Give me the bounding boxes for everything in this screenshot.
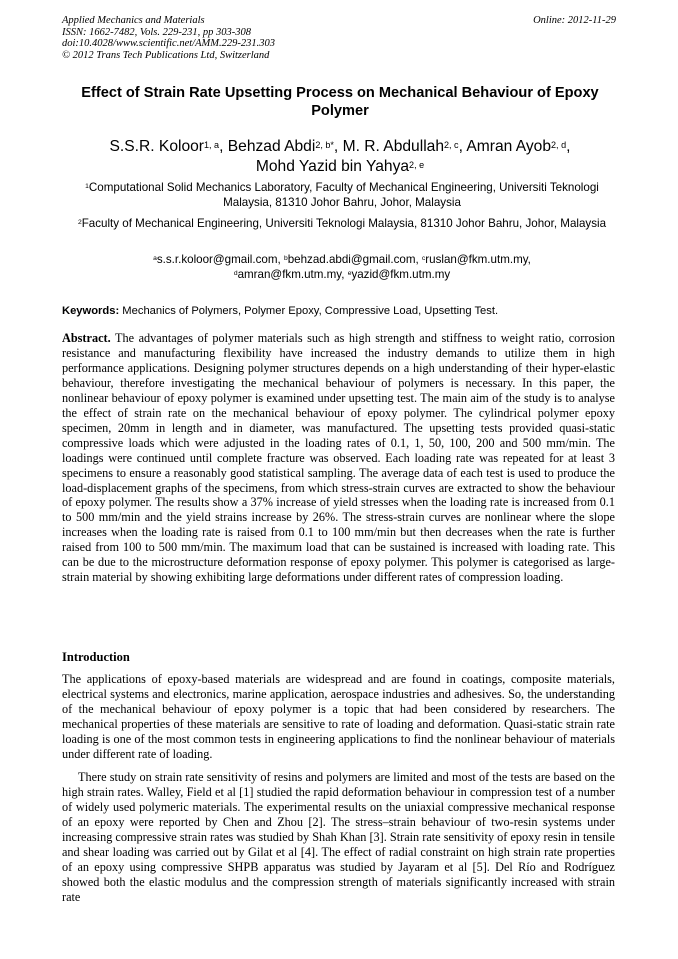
author-affil-sup: 2, b*	[315, 140, 334, 151]
keywords-text: Mechanics of Polymers, Polymer Epoxy, Compressive Load, Upsetting Test.	[119, 305, 499, 317]
paper-title: Effect of Strain Rate Upsetting Process on Mechanical Behaviour of Epoxy Polymer	[81, 85, 599, 119]
journal-name: Applied Mechanics and Materials	[62, 15, 205, 26]
email-sup: e	[347, 269, 352, 277]
keywords	[62, 304, 622, 318]
affiliation-1	[72, 180, 612, 211]
email-sup: d	[233, 269, 238, 277]
author-list	[70, 137, 610, 177]
author-name: , M. R. Abdullah	[333, 138, 444, 155]
abstract-text: The advantages of polymer materials such as high strength and stiffness to weight ratio, corrosion resistance and manufacturing flexibility have increased the industry demands to utilize them in high performance applications. Designing polymer structures depends on a high understanding of their hyper-elastic behaviour, therefore investigating the mechanical behaviour of polymers is necessary. In this paper, the nonlinear behaviour of epoxy polymer is examined under upsetting test. The main aim of the study is to analyse the effect of strain rate on the mechanical behaviour of epoxy polymer. The cylindrical polymer epoxy specimen, 20mm in length and in diameter, was manufactured. The upsetting tests provided quasi-static compressive loads which were adjusted in the loading rates of 0.1, 1, 50, 100, 200 and 500 mm/min. The loadings were continued until complete fracture was observed. Each loading rate was repeated for at least 3 specimens to ensure a reasonably good statistical sampling. The average data of each test is used to produce the load-displacement graphs of the specimens, from which stress-strain curves are extracted to show the behaviour of epoxy polymer. The results show a 37% increase of yield stresses when the loading rate is increased from 0.1 to 500 mm/min and the yield strains increase by 26%. The stress-strain curves are nonlinear where the slope increases when the loading rate is raised from 0.1 to 100 mm/min but then decreases when the rate is further raised from 100 to 500 mm/min. The maximum load that can be sustained is increased with loading rate. This can be due to the microstructure deformation response of epoxy polymer. This polymer is categorised as large-strain material by showing exhibiting large deformations under different rates of compression loading.	[62, 331, 615, 585]
email-sup: c	[421, 254, 426, 262]
email-address[interactable]: yazid@fkm.utm.my	[351, 268, 451, 281]
email-address[interactable]: amran@fkm.utm.my,	[237, 268, 348, 281]
author-name: , Amran Ayob	[458, 138, 552, 155]
author-affil-sup: 1, a	[204, 140, 220, 151]
affiliation-2	[72, 216, 612, 231]
author-affil-sup: 2, e	[409, 160, 425, 171]
affiliation-text: Computational Solid Mechanics Laboratory, Faculty of Mechanical Engineering, Universiti Teknologi Malaysia, 81310 Johor Bahru, Johor, Malaysia	[88, 181, 599, 210]
copyright-line: © 2012 Trans Tech Publications Ltd, Switzerland	[62, 49, 270, 61]
abstract	[62, 331, 615, 585]
intro-paragraph-1: The applications of epoxy-based materials are widespread and are found in coatings, composite materials, electrical systems and electronics, marine application, aerospace industries and adhesives. So, the understanding of the mechanical behaviour of epoxy polymer is a topic that had been considered by researchers. The mechanical properties of these materials are sensitive to rate of loading and deformation. Quasi-static strain rate loading is one of the most common tests in engineering applications to find the nonlinear behaviour of materials under different rate of loading.	[62, 672, 615, 761]
author-name: S.S.R. Koloor	[109, 138, 204, 155]
affiliation-text: Faculty of Mechanical Engineering, Universiti Teknologi Malaysia, 81310 Johor Bahru, Johor, Malaysia	[81, 217, 607, 230]
online-date: Online: 2012-11-29	[533, 15, 616, 26]
email-address[interactable]: s.s.r.koloor@gmail.com,	[156, 253, 284, 266]
affiliation-sup: 2	[77, 218, 82, 226]
author-separator: ,	[566, 138, 571, 155]
email-address[interactable]: behzad.abdi@gmail.com,	[287, 253, 422, 266]
intro-paragraph-2: There study on strain rate sensitivity of resins and polymers are limited and most of the tests are based on the high strain rates. Walley, Field et al [1] studied the rapid deformation behaviour in compression test of a number of widely used polymeric materials. The experimental results on the uniaxial compressive mechanical response of an epoxy were reported by Chen and Zhou [2]. The stress–strain behaviour of two-resin systems under increasing compressive strain rates was studied by Shah Khan [3]. Strain rate sensitivity of epoxy resin in tensile and shear loading was carried out by Gilat et al [4]. The effect of radial constraint on high strain rate properties of an epoxy using compressive SHPB apparatus was studied by Jayaram et al [5]. Del Río and Rodríguez showed both the elastic modulus and the compression strength of materials significantly increased with strain rate	[62, 770, 615, 904]
author-affil-sup: 2, d	[551, 140, 567, 151]
doi-line: doi:10.4028/www.scientific.net/AMM.229-231.303	[62, 38, 275, 50]
section-heading-introduction: Introduction	[62, 650, 130, 664]
journal-header	[62, 15, 616, 61]
author-name: Mohd Yazid bin Yahya	[255, 158, 410, 175]
email-sup: a	[153, 254, 157, 262]
issn-line: ISSN: 1662-7482, Vols. 229-231, pp 303-308	[62, 26, 251, 38]
email-sup: b	[283, 254, 288, 262]
abstract-label: Abstract.	[62, 331, 111, 345]
email-list	[72, 252, 612, 282]
author-name: , Behzad Abdi	[219, 138, 316, 155]
email-address[interactable]: ruslan@fkm.utm.my,	[425, 253, 531, 266]
keywords-label: Keywords:	[62, 305, 120, 317]
affiliation-sup: 1	[85, 182, 89, 190]
author-affil-sup: 2, c	[444, 140, 459, 151]
